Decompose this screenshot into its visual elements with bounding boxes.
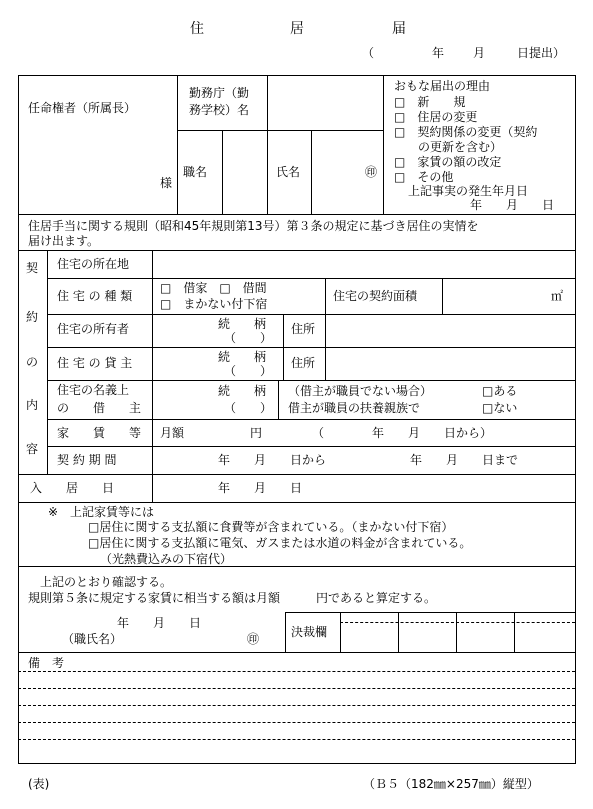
confirm-line2: 規則第５条に規定する家賃に相当する額は月額 円であると算定する。 bbox=[28, 591, 437, 605]
footer-right: （Ｂ５（182㎜×257㎜）縦型） bbox=[363, 777, 539, 791]
remarks-label: 備 考 bbox=[28, 656, 65, 670]
area-field[interactable] bbox=[443, 279, 548, 313]
period-from-date[interactable]: 年 月 日から bbox=[218, 453, 327, 467]
title-char-1: 住 bbox=[190, 21, 204, 37]
house-type-option-board[interactable]: □ まかない付下宿 bbox=[160, 297, 268, 311]
owner-address-field[interactable] bbox=[326, 315, 574, 346]
contract-vertical-2: 約 bbox=[26, 310, 39, 324]
dependent-no-checkbox[interactable]: □ない bbox=[482, 401, 518, 415]
confirm-date[interactable]: 年 月 日 bbox=[117, 616, 202, 630]
name-field[interactable] bbox=[312, 131, 362, 213]
rent-amount-field[interactable] bbox=[190, 421, 248, 443]
title-char-2: 居 bbox=[290, 21, 304, 37]
reasons-heading: おもな届出の理由 bbox=[394, 79, 491, 93]
house-type-option-rent[interactable]: □ 借家 □ 借間 bbox=[160, 281, 267, 295]
nominal-relation-label: 続 柄 bbox=[218, 384, 267, 398]
nominal-label-line2: の 借 主 bbox=[57, 401, 142, 415]
owner-label: 住宅の所有者 bbox=[57, 322, 130, 336]
footer-left: (表) bbox=[28, 777, 50, 791]
workplace-field[interactable] bbox=[268, 76, 382, 129]
official-seal-mark: ㊞ bbox=[247, 632, 260, 646]
submission-day: 日提出） bbox=[517, 46, 566, 60]
dependent-yes-checkbox[interactable]: □ある bbox=[482, 384, 518, 398]
lender-relation-field[interactable]: （ ） bbox=[224, 364, 273, 378]
notes-line4: （光熱費込みの下宿代） bbox=[100, 552, 233, 566]
reason-new[interactable]: □ 新 規 bbox=[394, 95, 466, 109]
declaration-line1: 住居手当に関する規則（昭和45年規則第13号）第３条の規定に基づき居住の実情を bbox=[28, 219, 479, 233]
rent-label: 家 賃 等 bbox=[57, 426, 142, 440]
location-field[interactable] bbox=[153, 251, 574, 277]
contract-vertical-1: 契 bbox=[26, 261, 39, 275]
notes-meal-checkbox[interactable]: □居住に関する支払額に食費等が含まれている。（まかない付下宿） bbox=[88, 520, 454, 534]
occurrence-label: 上記事実の発生年月日 bbox=[408, 184, 529, 198]
rent-monthly-label: 月額 bbox=[160, 426, 185, 440]
owner-relation-field[interactable]: （ ） bbox=[224, 331, 273, 345]
lender-label: 住 宅 の 貸 主 bbox=[57, 356, 133, 370]
nominal-note-line2: 借主が職員の扶養親族で bbox=[288, 401, 421, 415]
title-char-3: 届 bbox=[392, 21, 406, 37]
rent-from-date[interactable]: （ 年 月 日から） bbox=[312, 426, 493, 440]
submission-open: （ bbox=[362, 46, 375, 60]
decision-label: 決裁欄 bbox=[291, 625, 328, 639]
reason-rent-revision[interactable]: □ 家賃の額の改定 bbox=[394, 155, 502, 169]
nominal-note-line1: （借主が職員でない場合） bbox=[288, 384, 433, 398]
submission-month: 月 bbox=[473, 46, 486, 60]
remarks-field[interactable] bbox=[19, 672, 574, 762]
reason-residence-change[interactable]: □ 住居の変更 bbox=[394, 110, 478, 124]
reason-contract-change[interactable]: □ 契約関係の変更（契約 bbox=[394, 125, 538, 139]
owner-relation-label: 続 柄 bbox=[218, 317, 267, 331]
house-type-label: 住 宅 の 種 類 bbox=[57, 289, 133, 303]
period-to-date[interactable]: 年 月 日まで bbox=[410, 453, 519, 467]
lender-address-label: 住所 bbox=[291, 356, 316, 370]
appointer-label: 任命権者（所属長） bbox=[28, 101, 137, 115]
area-unit: ㎡ bbox=[551, 289, 564, 303]
official-name-label: （職氏名） bbox=[62, 632, 123, 646]
occurrence-date: 年 月 日 bbox=[470, 198, 555, 212]
move-in-label: 入 居 日 bbox=[30, 481, 115, 495]
submission-year: 年 bbox=[432, 46, 445, 60]
move-in-date[interactable]: 年 月 日 bbox=[218, 481, 303, 495]
lender-relation-label: 続 柄 bbox=[218, 350, 267, 364]
contract-vertical-4: 内 bbox=[26, 398, 39, 412]
reason-other[interactable]: □ その他 bbox=[394, 170, 454, 184]
reason-contract-change-cont: の更新を含む） bbox=[394, 140, 503, 154]
contract-vertical-3: の bbox=[26, 355, 39, 369]
contract-vertical-5: 容 bbox=[26, 442, 39, 456]
position-field[interactable] bbox=[223, 131, 266, 213]
position-label: 職名 bbox=[183, 165, 208, 179]
confirm-line1: 上記のとおり確認する。 bbox=[40, 575, 173, 589]
nominal-relation-field[interactable]: （ ） bbox=[224, 401, 273, 415]
owner-address-label: 住所 bbox=[291, 322, 316, 336]
period-label: 契 約 期 間 bbox=[57, 453, 117, 467]
declaration-line2: 届け出ます。 bbox=[28, 234, 100, 248]
nominal-label-line1: 住宅の名義上 bbox=[57, 383, 130, 397]
seal-mark: ㊞ bbox=[365, 165, 378, 179]
notes-utilities-checkbox[interactable]: □居住に関する支払額に電気、ガスまたは水道の料金が含まれている。 bbox=[88, 536, 472, 550]
name-label: 氏名 bbox=[276, 165, 301, 179]
rent-yen-unit: 円 bbox=[250, 426, 263, 440]
appointer-honorific: 様 bbox=[160, 176, 173, 190]
area-label: 住宅の契約面積 bbox=[333, 289, 418, 303]
location-label: 住宅の所在地 bbox=[57, 257, 130, 271]
lender-address-field[interactable] bbox=[326, 348, 574, 379]
notes-line1: ※ 上記家賃等には bbox=[48, 505, 155, 519]
workplace-label-line1: 勤務庁（勤 bbox=[189, 86, 250, 100]
workplace-label-line2: 務学校）名 bbox=[189, 103, 250, 117]
